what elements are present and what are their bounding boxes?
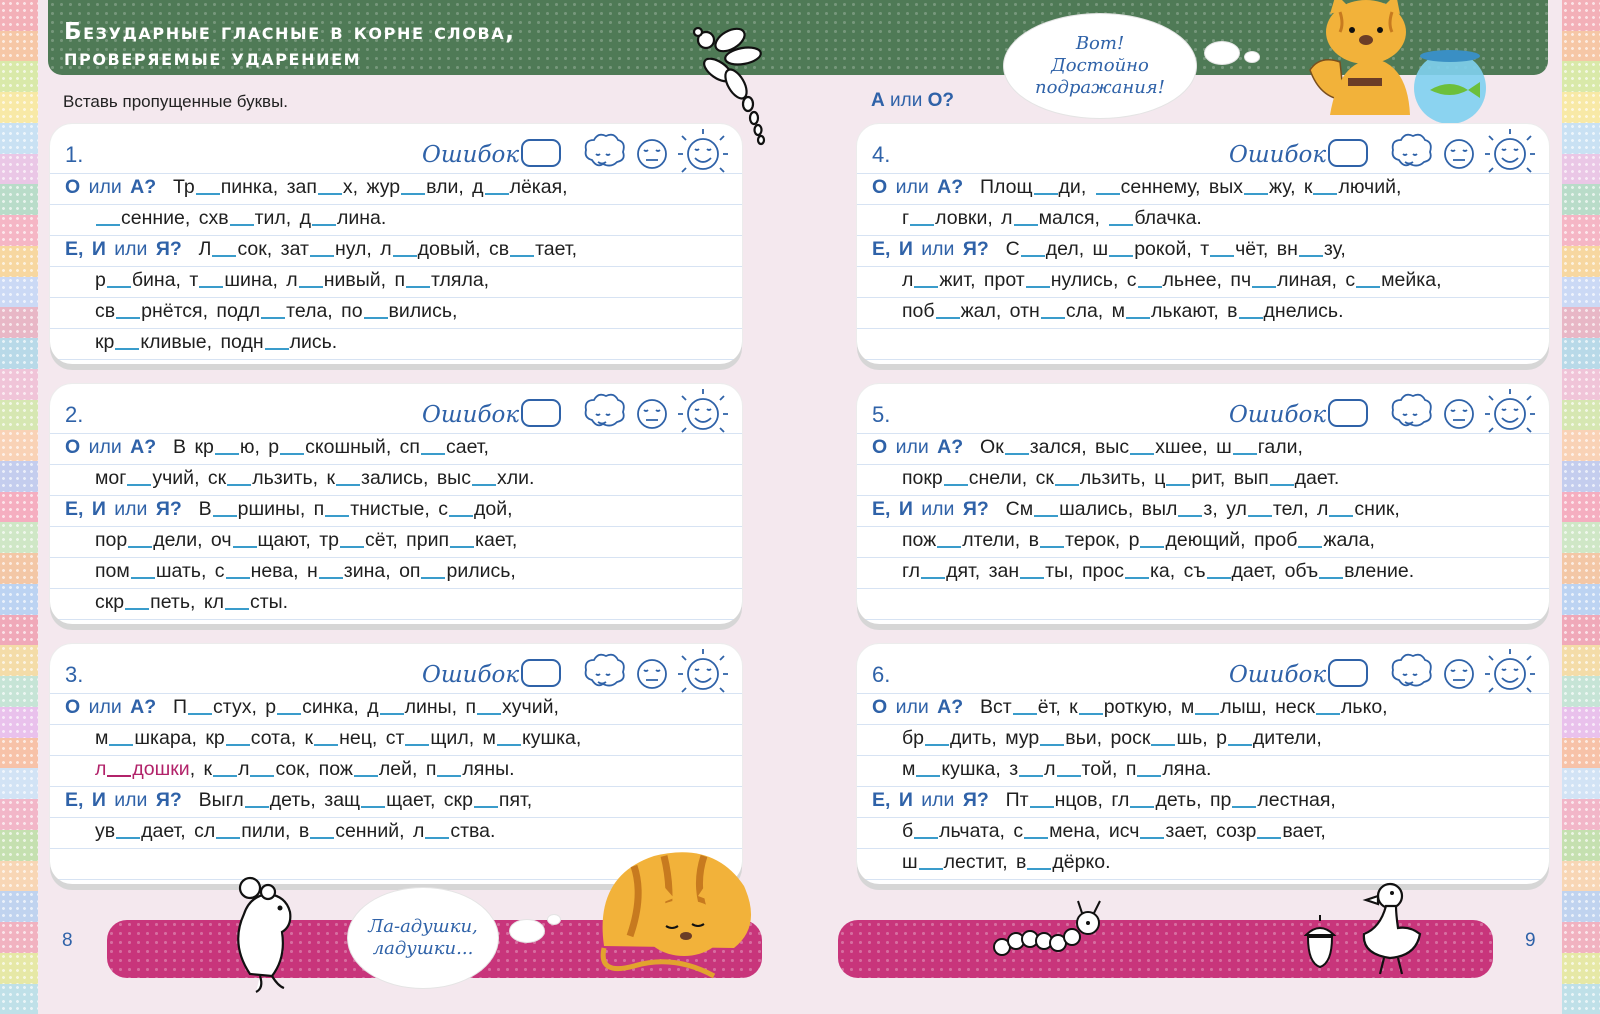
letter-blank[interactable] xyxy=(325,515,349,517)
letter-blank[interactable] xyxy=(250,775,274,777)
letter-blank[interactable] xyxy=(1020,577,1044,579)
caterpillar-icon xyxy=(990,895,1110,965)
exercise-line: б льчата, с мена, исч зает, созр вает, xyxy=(902,820,1326,842)
letter-blank[interactable] xyxy=(261,317,285,319)
letter-blank[interactable] xyxy=(1014,224,1038,226)
exercise-line: бр дить, мур вьи, роск шь, р дители, xyxy=(902,727,1322,749)
exercise-line: О или А? В кр ю, р скошный, сп сает, xyxy=(65,436,489,458)
error-count-label: Ошибок xyxy=(1229,402,1327,428)
letter-blank[interactable] xyxy=(1178,515,1202,517)
exercise-line: Е, И или Я? Л сок, зат нул, л довый, св тает, xyxy=(65,238,578,260)
letter-blank[interactable] xyxy=(510,255,534,257)
letter-blank[interactable] xyxy=(1233,453,1257,455)
letter-blank[interactable] xyxy=(1041,317,1065,319)
letter-blank[interactable] xyxy=(1316,713,1340,715)
right-decorative-stripe xyxy=(1562,0,1600,1014)
mood-faces-icon xyxy=(1389,652,1539,696)
exercise-lines xyxy=(872,432,1539,587)
letter-blank[interactable] xyxy=(477,713,501,715)
exercise-card-2 xyxy=(50,384,742,624)
letter-blank[interactable] xyxy=(1005,453,1029,455)
letter-blank[interactable] xyxy=(1195,713,1219,715)
letter-blank[interactable] xyxy=(1140,837,1164,839)
letter-blank[interactable] xyxy=(188,713,212,715)
letter-blank[interactable] xyxy=(96,224,120,226)
letter-blank[interactable] xyxy=(226,744,250,746)
letter-blank[interactable] xyxy=(1329,515,1353,517)
exercise-lines xyxy=(872,172,1539,327)
letter-blank[interactable] xyxy=(1319,577,1343,579)
letter-blank[interactable] xyxy=(405,744,429,746)
letter-blank[interactable] xyxy=(472,484,496,486)
letter-blank[interactable] xyxy=(1030,806,1054,808)
highlighted-word: л дошки xyxy=(95,758,190,780)
speech-bubble-bottom: Ла-адушки, ладушки... xyxy=(348,888,498,988)
exercise-line: г ловки, л мался, блачка. xyxy=(902,207,1202,229)
letter-blank[interactable] xyxy=(1270,484,1294,486)
letter-blank[interactable] xyxy=(361,806,385,808)
sleeping-cat-illustration xyxy=(594,836,764,986)
letter-blank[interactable] xyxy=(925,744,949,746)
letter-blank[interactable] xyxy=(196,193,220,195)
letter-blank[interactable] xyxy=(1137,775,1161,777)
letter-blank[interactable] xyxy=(1130,806,1154,808)
error-count-label: Ошибок xyxy=(422,662,520,688)
page-number-left: 8 xyxy=(62,930,73,951)
exercise-line: ув дает, сл пили, в сенний, л ства. xyxy=(95,820,496,842)
error-count-box[interactable] xyxy=(1328,139,1368,167)
letter-blank[interactable] xyxy=(116,317,140,319)
letter-blank[interactable] xyxy=(1040,546,1064,548)
exercise-line: Е, И или Я? См шались, выл з, ул тел, л сник, xyxy=(872,498,1400,520)
exercise-number: 4. xyxy=(872,142,891,167)
vowel-choice-label: О или А? xyxy=(872,176,964,198)
speech-bubble-top: Вот! Достойно подражания! xyxy=(1004,14,1196,118)
exercise-line: м кушка, з л той, п ляна. xyxy=(902,758,1212,780)
letter-blank[interactable] xyxy=(116,837,140,839)
exercise-line: м шкара, кр сота, к нец, ст щил, м кушка, xyxy=(95,727,582,749)
exercise-lines xyxy=(65,172,732,358)
error-count-label: Ошибок xyxy=(422,402,520,428)
letter-blank[interactable] xyxy=(1109,224,1133,226)
letter-blank[interactable] xyxy=(213,515,237,517)
acorn-icon xyxy=(1300,915,1340,970)
letter-blank[interactable] xyxy=(1034,193,1058,195)
exercise-lines xyxy=(65,692,732,847)
letter-blank[interactable] xyxy=(914,286,938,288)
mood-faces-icon xyxy=(1389,132,1539,176)
mouse-icon xyxy=(220,874,310,994)
vowel-choice-label: О или А? xyxy=(65,696,157,718)
letter-blank[interactable] xyxy=(1013,713,1037,715)
letter-blank[interactable] xyxy=(485,193,509,195)
letter-blank[interactable] xyxy=(277,713,301,715)
letter-blank[interactable] xyxy=(1055,484,1079,486)
exercise-line: О или А? Тр пинка, зап х, жур вли, д лёкая, xyxy=(65,176,568,198)
letter-blank[interactable] xyxy=(1034,515,1058,517)
exercise-card-4 xyxy=(857,124,1549,364)
exercise-number: 5. xyxy=(872,402,891,427)
letter-blank[interactable] xyxy=(1252,286,1276,288)
letter-blank[interactable] xyxy=(354,775,378,777)
cat-illustration-top xyxy=(1300,0,1515,120)
letter-blank[interactable] xyxy=(215,453,239,455)
letter-blank[interactable] xyxy=(1151,744,1175,746)
page-title: Безударные гласные в корне слова, проверяемые ударением xyxy=(64,19,516,71)
vowel-choice-label: О или А? xyxy=(65,436,157,458)
letter-blank[interactable] xyxy=(109,744,133,746)
exercise-line: Е, И или Я? Выгл деть, защ щает, скр пят, xyxy=(65,789,533,811)
letter-blank[interactable] xyxy=(1138,286,1162,288)
error-count-box[interactable] xyxy=(1328,659,1368,687)
exercise-line: кр кливые, подн лись. xyxy=(95,331,338,353)
letter-blank[interactable] xyxy=(128,546,152,548)
exercise-line: Е, И или Я? Пт нцов, гл деть, пр лестная, xyxy=(872,789,1336,811)
letter-blank[interactable] xyxy=(310,837,334,839)
letter-blank[interactable] xyxy=(1166,484,1190,486)
letter-blank[interactable] xyxy=(1096,193,1120,195)
letter-blank[interactable] xyxy=(380,713,404,715)
letter-blank[interactable] xyxy=(1019,775,1043,777)
vowel-choice-label: О или А? xyxy=(65,176,157,198)
letter-blank[interactable] xyxy=(213,775,237,777)
letter-blank[interactable] xyxy=(1130,453,1154,455)
vowel-choice-label: О или А? xyxy=(872,696,964,718)
letter-blank[interactable] xyxy=(1024,837,1048,839)
letter-blank[interactable] xyxy=(914,837,938,839)
exercise-lines xyxy=(65,432,732,618)
letter-blank[interactable] xyxy=(226,577,250,579)
letter-blank[interactable] xyxy=(280,453,304,455)
letter-blank[interactable] xyxy=(919,868,943,870)
letter-blank[interactable] xyxy=(1299,255,1323,257)
letter-blank[interactable] xyxy=(318,193,342,195)
error-count-label: Ошибок xyxy=(422,142,520,168)
letter-blank[interactable] xyxy=(125,608,149,610)
letter-blank[interactable] xyxy=(921,577,945,579)
exercise-line: ш лестит, в дёрко. xyxy=(902,851,1111,873)
vowel-choice-label: Е, И или Я? xyxy=(65,238,182,260)
letter-blank[interactable] xyxy=(421,453,445,455)
exercise-line: л дошки, к л сок, пож лей, п ляны. xyxy=(95,758,515,780)
exercise-line: О или А? П стух, р синка, д лины, п хучий, xyxy=(65,696,559,718)
letter-blank[interactable] xyxy=(233,546,257,548)
letter-blank[interactable] xyxy=(107,775,131,777)
letter-blank[interactable] xyxy=(1228,744,1252,746)
thought-puff-bottom-small xyxy=(548,915,560,924)
letter-blank[interactable] xyxy=(497,744,521,746)
exercise-card-5 xyxy=(857,384,1549,624)
letter-blank[interactable] xyxy=(1356,286,1380,288)
exercise-line: поб жал, отн сла, м лькают, в днелись. xyxy=(902,300,1344,322)
letter-blank[interactable] xyxy=(1207,577,1231,579)
letter-blank[interactable] xyxy=(936,317,960,319)
letter-blank[interactable] xyxy=(1248,515,1272,517)
letter-blank[interactable] xyxy=(107,286,131,288)
exercise-line: пож лтели, в терок, р деющий, проб жала, xyxy=(902,529,1375,551)
page-number-right: 9 xyxy=(1525,930,1536,951)
letter-blank[interactable] xyxy=(1140,546,1164,548)
letter-blank[interactable] xyxy=(314,744,338,746)
letter-blank[interactable] xyxy=(340,546,364,548)
error-count-box[interactable] xyxy=(521,139,561,167)
exercise-line: сенние, схв тил, д лина. xyxy=(65,203,732,234)
vowel-choice-label: Е, И или Я? xyxy=(65,498,182,520)
letter-blank[interactable] xyxy=(364,317,388,319)
mood-faces-icon xyxy=(1389,392,1539,436)
letter-blank[interactable] xyxy=(115,348,139,350)
letter-blank[interactable] xyxy=(1125,577,1149,579)
letter-blank[interactable] xyxy=(1239,317,1263,319)
letter-blank[interactable] xyxy=(401,193,425,195)
error-count-box[interactable] xyxy=(1328,399,1368,427)
letter-blank[interactable] xyxy=(916,775,940,777)
exercise-lines xyxy=(872,692,1539,878)
exercise-line: О или А? Вст ёт, к роткую, м лыш, неск лько, xyxy=(872,696,1388,718)
letter-blank[interactable] xyxy=(1079,713,1103,715)
letter-blank[interactable] xyxy=(227,484,251,486)
letter-blank[interactable] xyxy=(474,806,498,808)
letter-blank[interactable] xyxy=(910,224,934,226)
letter-blank[interactable] xyxy=(310,255,334,257)
vowel-choice-label: Е, И или Я? xyxy=(872,498,989,520)
letter-blank[interactable] xyxy=(319,577,343,579)
letter-blank[interactable] xyxy=(216,837,240,839)
letter-blank[interactable] xyxy=(230,224,254,226)
letter-blank[interactable] xyxy=(406,286,430,288)
exercise-line: гл дят, зан ты, прос ка, съ дает, объ вление. xyxy=(902,560,1415,582)
letter-blank[interactable] xyxy=(1126,317,1150,319)
error-count-label: Ошибок xyxy=(1229,662,1327,688)
exercise-card-1 xyxy=(50,124,742,364)
letter-blank[interactable] xyxy=(393,255,417,257)
letter-blank[interactable] xyxy=(265,348,289,350)
exercise-line: мог учий, ск льзить, к зались, выс хли. xyxy=(95,467,535,489)
letter-blank[interactable] xyxy=(212,255,236,257)
section-hint: А или О? xyxy=(871,90,955,111)
letter-blank[interactable] xyxy=(1040,744,1064,746)
thought-puff-bottom xyxy=(510,920,544,942)
error-count-label: Ошибок xyxy=(1229,142,1327,168)
error-count-box[interactable] xyxy=(521,399,561,427)
left-decorative-stripe xyxy=(0,0,38,1014)
exercise-number: 3. xyxy=(65,662,84,687)
exercise-card-6 xyxy=(857,644,1549,884)
letter-blank[interactable] xyxy=(425,837,449,839)
exercise-line: скр петь, кл сты. xyxy=(95,591,289,613)
exercise-number: 6. xyxy=(872,662,891,687)
vowel-choice-label: О или А? xyxy=(872,436,964,458)
exercise-line: пом шать, с нева, н зина, оп рились, xyxy=(95,560,516,582)
letter-blank[interactable] xyxy=(1298,546,1322,548)
exercise-line: О или А? Площ ди, сеннему, вых жу, к лючий, xyxy=(872,176,1402,198)
exercise-line: О или А? Ок зался, выс хшее, ш гали, xyxy=(872,436,1303,458)
vowel-choice-label: Е, И или Я? xyxy=(65,789,182,811)
duck-icon xyxy=(1350,878,1430,978)
letter-blank[interactable] xyxy=(1232,806,1256,808)
letter-blank[interactable] xyxy=(1244,193,1268,195)
letter-blank[interactable] xyxy=(1026,286,1050,288)
letter-blank[interactable] xyxy=(1210,255,1234,257)
letter-blank[interactable] xyxy=(131,577,155,579)
vowel-choice-label: Е, И или Я? xyxy=(872,238,989,260)
letter-blank[interactable] xyxy=(199,286,223,288)
mood-faces-icon xyxy=(582,652,732,696)
exercise-line: Е, И или Я? С дел, ш рокой, т чёт, вн зу, xyxy=(872,238,1346,260)
letter-blank[interactable] xyxy=(1109,255,1133,257)
exercise-line: л жит, прот нулись, с льнее, пч линая, с мейка, xyxy=(902,269,1442,291)
exercise-line: Е, И или Я? В ршины, п тнистые, с дой, xyxy=(65,498,513,520)
letter-blank[interactable] xyxy=(312,224,336,226)
error-count-box[interactable] xyxy=(521,659,561,687)
thought-puff xyxy=(1205,42,1239,64)
letter-blank[interactable] xyxy=(437,775,461,777)
letter-blank[interactable] xyxy=(1057,775,1081,777)
exercise-line: пор дели, оч щают, тр сёт, прип кает, xyxy=(95,529,518,551)
letter-blank[interactable] xyxy=(245,806,269,808)
letter-blank[interactable] xyxy=(944,484,968,486)
letter-blank[interactable] xyxy=(1027,868,1051,870)
letter-blank[interactable] xyxy=(421,577,445,579)
exercise-number: 1. xyxy=(65,142,84,167)
vowel-choice-label: Е, И или Я? xyxy=(872,789,989,811)
letter-blank[interactable] xyxy=(127,484,151,486)
letter-blank[interactable] xyxy=(449,515,473,517)
exercise-line: р бина, т шина, л нивый, п тляла, xyxy=(95,269,490,291)
letter-blank[interactable] xyxy=(336,484,360,486)
letter-blank[interactable] xyxy=(937,546,961,548)
letter-blank[interactable] xyxy=(299,286,323,288)
letter-blank[interactable] xyxy=(225,608,249,610)
instruction-text: Вставь пропущенные буквы. xyxy=(63,92,289,111)
mood-faces-icon xyxy=(582,392,732,436)
mood-faces-icon xyxy=(582,132,732,176)
exercise-line: покр снели, ск льзить, ц рит, вып дает. xyxy=(902,467,1340,489)
exercise-number: 2. xyxy=(65,402,84,427)
letter-blank[interactable] xyxy=(450,546,474,548)
letter-blank[interactable] xyxy=(1021,255,1045,257)
thought-puff-small xyxy=(1245,52,1259,62)
letter-blank[interactable] xyxy=(1313,193,1337,195)
exercise-line: св рнётся, подл тела, по вились, xyxy=(95,300,458,322)
letter-blank[interactable] xyxy=(1257,837,1281,839)
